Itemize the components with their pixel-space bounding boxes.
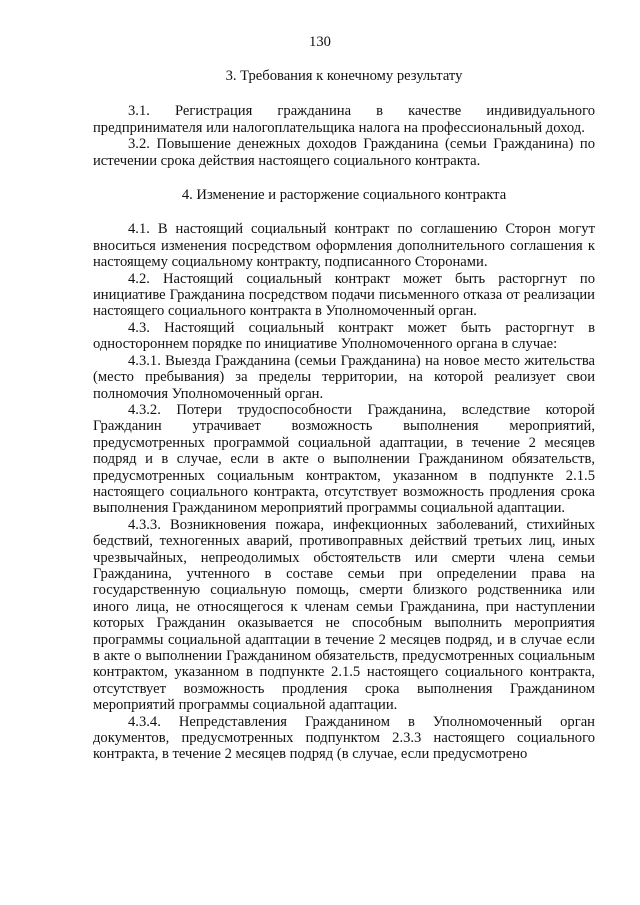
paragraph-3-1: 3.1. Регистрация гражданина в качестве индивидуального предпринимателя или налогоплательщика налога на профессиональный доход. (93, 103, 595, 136)
paragraph-3-2: 3.2. Повышение денежных доходов Гражданина (семьи Гражданина) по истечении срока действия настоящего социального контракта. (93, 136, 595, 169)
paragraph-4-3-3: 4.3.3. Возникновения пожара, инфекционных заболеваний, стихийных бедствий, техногенных аварий, противоправных действий третьих лиц, иных чрезвычайных, непреодолимых обстоятельств или смерти члена семьи Гражданина, учтенного в составе семьи при определении права на государственную социальную помощь, смерти близкого родственника или иного лица, не относящегося к членам семьи Гражданина, при наступлении которых Гражданин оказывается не способным выполнить мероприятия программы социальной адаптации в течение 2 месяцев подряд, и в случае если в акте о выполнении Гражданином обязательств, предусмотренных социальным контрактом, указанном в подпункте 2.1.5 настоящего социального контракта, отсутствует возможность продления срока выполнения Гражданином мероприятий программы социальной адаптации. (93, 516, 595, 714)
section-3-heading: 3. Требования к конечному результату (225, 68, 463, 84)
paragraph-4-3-2: 4.3.2. Потери трудоспособности Гражданина, вследствие которой Гражданин утрачивает возможность выполнения мероприятий, предусмотренных программой социальной адаптации, в течение 2 месяцев подряд и в случае, если в акте о выполнении Гражданином обязательств, предусмотренных социальным контрактом, указанном в подпункте 2.1.5 настоящего социального контракта, отсутствует возможность продления срока выполнения Гражданином мероприятий программы социальной адаптации. (93, 401, 595, 517)
paragraph-4-3-1: 4.3.1. Выезда Гражданина (семьи Гражданина) на новое место жительства (место пребывания) за пределы территории, на которой реализует свои полномочия Уполномоченный орган. (93, 352, 595, 402)
paragraph-4-3-4: 4.3.4. Непредставления Гражданином в Уполномоченный орган документов, предусмотренных подпунктом 2.3.3 настоящего социального контракта, в течение 2 месяцев подряд (в случае, если предусмотрено (93, 713, 595, 763)
paragraph-4-2: 4.2. Настоящий социальный контракт может быть расторгнут по инициативе Гражданина посредством подачи письменного отказа от реализации настоящего социального контракта в Уполномоченный орган. (93, 270, 595, 320)
paragraph-4-1: 4.1. В настоящий социальный контракт по соглашению Сторон могут вноситься изменения посредством оформления дополнительного соглашения к настоящему социальному контракту, подписанного Сторонами. (93, 221, 595, 271)
section-4-heading: 4. Изменение и расторжение социального контракта (181, 187, 507, 204)
document-body (93, 68, 595, 763)
paragraph-4-3: 4.3. Настоящий социальный контракт может быть расторгнут в одностороннем порядке по инициативе Уполномоченного органа в случае: (93, 319, 595, 353)
page-number: 130 (309, 34, 331, 50)
